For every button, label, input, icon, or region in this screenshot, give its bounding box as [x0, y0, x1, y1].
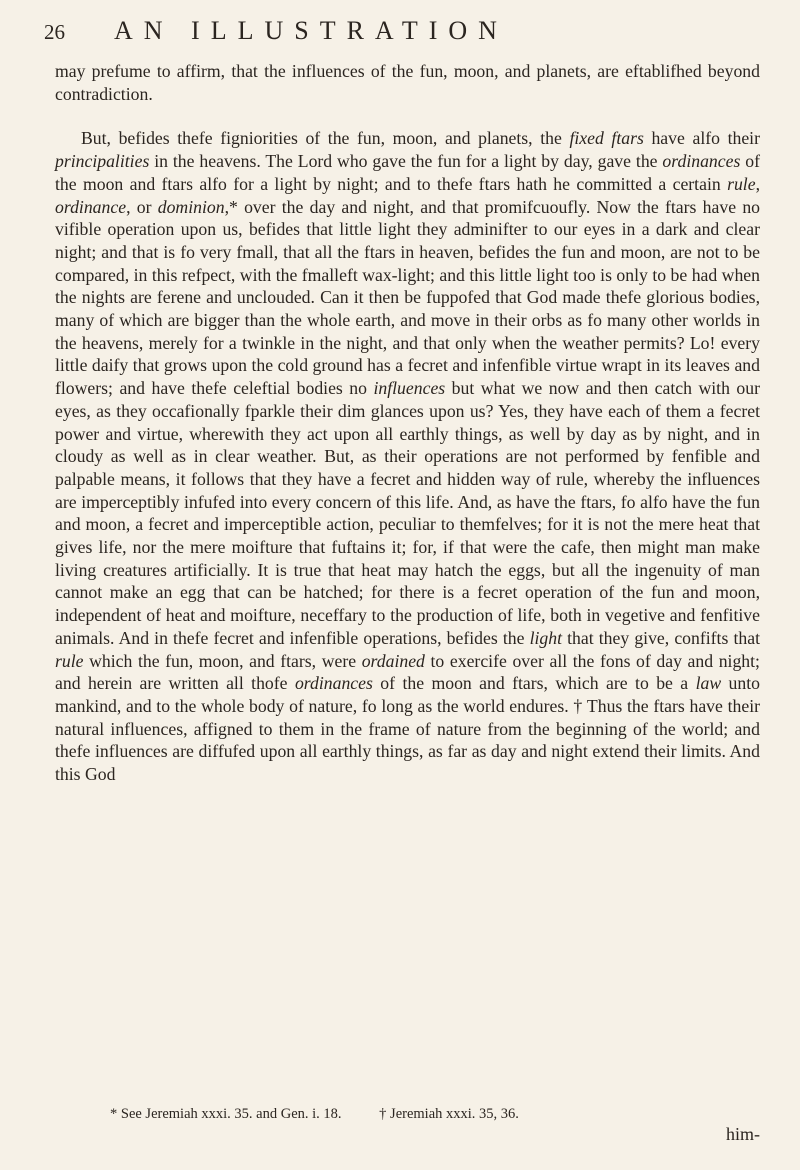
italic-phrase: ordinances — [294, 673, 373, 694]
italic-phrase: light — [529, 627, 562, 648]
italic-phrase: influences — [373, 378, 446, 399]
italic-phrase: rule — [55, 650, 84, 671]
footnote-dagger: † Jeremiah xxxi. 35, 36. — [379, 1106, 519, 1122]
italic-phrase: rule — [727, 173, 756, 194]
text-run: , or — [126, 196, 158, 217]
italic-phrase: law — [695, 673, 722, 694]
text-run: ,* over the day and night, and that promifcuoufly. Now the ftars have no vifible operation upon us, befides that little light they adminifter to our eyes in a dark and clear night; and that is fo very fmall, that all the ftars in heaven, befides the fun and moon, are not to be compared, in this refpect, with the fmalleft wax-light; and this little light too is only to be had when the nights are ferene and unclouded. Can it then be fuppofed that God made thefe glorious bodies, many of which are bigger than the whole earth, and move in their orbs as fo many other worlds in the heavens, merely for a twinkle in the night, and that only when the weather permits? Lo! every little daify that grows upon the cold ground has a fecret and infenfible virtue wrapt in its leaves and flowers; and have thefe celeftial bodies no — [55, 196, 761, 399]
paragraph-main — [55, 127, 760, 785]
italic-phrase: ordained — [361, 650, 425, 671]
text-run: But, befides thefe figniorities of the fun, moon, and planets, the — [81, 128, 570, 149]
text-run: that they give, confifts that — [562, 627, 761, 648]
paragraph-continuation: may prefume to affirm, that the influences of the fun, moon, and planets, are eftablifhed beyond contradiction. — [55, 61, 760, 104]
text-run: unto mankind, and to the whole body of nature, fo long as the world endures. † Thus the ftars have their natural influences, affigned to them in the frame of nature from the beginning of the world; and thefe influences are diffufed upon all earthly things, as far as day and night extend their limits. And this God — [55, 673, 760, 785]
text-run: , — [755, 173, 760, 194]
text-run: but what we now and then catch with our eyes, as they occafionally fparkle their dim glances upon us? Yes, they have each of them a fecret power and virtue, wherewith they act upon all earthly things, as well by day as by night, and in cloudy as well as in clear weather. But, as their operations are not performed by fenfible and palpable means, it follows that they have a fecret and hidden way of rule, whereby the influences are imperceptibly infufed into every concern of this life. And, as have the ftars, fo alfo have the fun and moon, a fecret and imperceptible action, peculiar to themfelves; for it is not the mere heat that gives life, nor the mere moifture that fuftains it; for, if that were the cafe, then might man make living creatures artificially. It is true that heat may hatch the eggs, but all the ingenuity of man cannot make an egg that can be hatched; for there is a fecret operation of the fun and moon, independent of heat and moifture, neceffary to the production of life, both in vegetive and fenfitive animals. And in thefe fecret and infenfible operations, befides the — [55, 378, 760, 648]
italic-phrase: ordinance — [55, 196, 127, 217]
italic-phrase: principalities — [55, 151, 150, 172]
running-head: AN ILLUSTRATION — [114, 16, 508, 45]
italic-phrase: fixed ftars — [569, 128, 644, 149]
text-run: have alfo their — [643, 128, 760, 149]
page-header — [44, 12, 760, 48]
text-run: of the moon and ftars, which are to be a — [372, 673, 696, 694]
footnotes — [110, 1106, 553, 1123]
footnote-star: * See Jeremiah xxxi. 35. and Gen. i. 18. — [110, 1106, 342, 1122]
catchword: him- — [726, 1124, 760, 1144]
text-run: of the moon and ftars alfo for a light by night; and to thefe ftars hath he committed a certain — [55, 151, 761, 194]
italic-phrase: dominion — [157, 196, 225, 217]
text-run: to exercife over all the fons of day and night; and herein are written all thofe — [55, 650, 760, 694]
page-number: 26 — [44, 20, 65, 44]
italic-phrase: ordinances — [662, 151, 741, 172]
body-text — [55, 60, 760, 786]
text-run: which the fun, moon, and ftars, were — [83, 650, 362, 671]
text-run: in the heavens. The Lord who gave the fun for a light by day, gave the — [149, 151, 663, 172]
